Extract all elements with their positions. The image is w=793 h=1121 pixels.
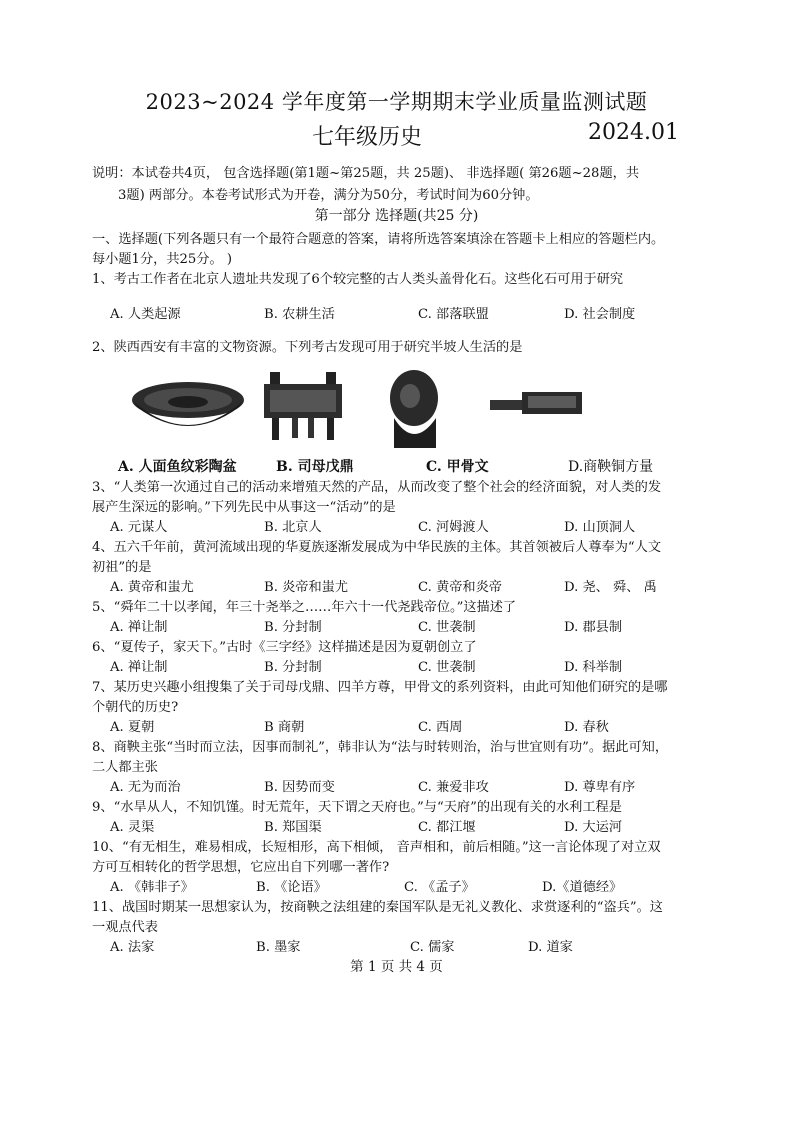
q2-caption-c: C. 甲骨文: [426, 459, 489, 475]
q4-option-b: B. 炎帝和蚩尤: [264, 580, 349, 595]
q1-option-c: C. 部落联盟: [418, 307, 489, 322]
q6-option-a: A. 禅让制: [110, 660, 168, 675]
q4-stem-1: 4、五六千年前，黄河流域出现的华夏族逐渐发展成为中华民族的主体。其首领被后人尊奉为“人文: [92, 540, 662, 555]
q9-option-c: C. 都江堰: [418, 820, 476, 835]
q4-stem-2: 初祖”的是: [92, 560, 152, 575]
q5-option-d: D. 郡县制: [564, 620, 623, 635]
q3-stem-1: 3、“人类第一次通过自己的活动来增殖天然的产品，从而改变了整个社会的经济面貌，对人类的发: [92, 480, 662, 495]
painted-pottery-basin-image: [128, 378, 248, 440]
simuwu-ding-image: [262, 370, 344, 442]
q3-option-d: D. 山顶洞人: [564, 520, 636, 535]
part1-instruction-2: 每小题1分，共25分。 ): [92, 252, 233, 267]
intro-line-1: 说明：本试卷共4页， 包含选择题(第1题~第25题，共 25题)、 非选择题( 第26题~28题，共: [92, 166, 640, 181]
q8-option-b: B. 因势而变: [264, 780, 335, 795]
q2-caption-d: D.商鞅铜方量: [568, 459, 654, 475]
q11-option-b: B. 墨家: [256, 940, 301, 955]
q8-option-c: C. 兼爱非攻: [418, 780, 489, 795]
q11-stem-1: 11、战国时期某一思想家认为，按商鞅之法组建的秦国军队是无礼义教化、求赏逐利的“盗兵”。这: [92, 900, 663, 915]
exam-date: 2024.01: [588, 120, 679, 145]
q9-option-b: B. 郑国渠: [264, 820, 322, 835]
q6-option-c: C. 世袭制: [418, 660, 476, 675]
q9-option-a: A. 灵渠: [110, 820, 155, 835]
q6-stem: 6、“夏传子，家天下。”古时《三字经》这样描述是因为夏朝创立了: [92, 640, 477, 655]
q11-option-d: D. 道家: [528, 940, 573, 955]
q11-stem-2: 一观点代表: [92, 920, 158, 935]
q7-option-a: A. 夏朝: [110, 720, 155, 735]
q1-stem: 1、考古工作者在北京人遗址共发现了6个较完整的古人类头盖骨化石。这些化石可用于研究: [92, 272, 624, 287]
q10-stem-2: 方可互相转化的哲学思想，它应出自下列哪一著作?: [92, 860, 390, 875]
q8-stem-1: 8、商鞅主张“当时而立法，因事而制礼”，韩非认为“法与时转则治，治与世宜则有功”。据此可知，: [92, 740, 669, 755]
q10-option-b: B. 《论语》: [256, 880, 327, 895]
q7-stem-1: 7、某历史兴趣小组搜集了关于司母戊鼎、四羊方尊，甲骨文的系列资料，由此可知他们研究的是哪: [92, 680, 668, 695]
q4-option-c: C. 黄帝和炎帝: [418, 580, 502, 595]
exam-title: 2023~2024 学年度第一学期期末学业质量监测试题: [145, 90, 648, 114]
intro-line-2: 3题) 两部分。本卷考试形式为开卷，满分为50分，考试时间为60分钟。: [118, 188, 539, 203]
q8-option-d: D. 尊卑有序: [564, 780, 636, 795]
q10-stem-1: 10、“有无相生，难易相成，长短相形，高下相倾， 音声相和，前后相随。”这一言论体现了对立双: [92, 840, 661, 855]
q9-option-d: D. 大运河: [564, 820, 623, 835]
bronze-head-image: [386, 368, 442, 450]
q9-stem: 9、“水旱从人，不知饥馑。时无荒年，天下谓之天府也。”与“天府”的出现有关的水利工程是: [92, 800, 622, 815]
q5-option-b: B. 分封制: [264, 620, 322, 635]
q6-option-b: B. 分封制: [264, 660, 322, 675]
part1-title: 第一部分 选择题(共25 分): [314, 208, 479, 224]
q2-stem: 2、陕西西安有丰富的文物资源。下列考古发现可用于研究半坡人生活的是: [92, 340, 523, 355]
q8-stem-2: 二人都主张: [92, 760, 158, 775]
q4-option-d: D. 尧、 舜、 禹: [564, 580, 657, 595]
q10-option-a: A. 《韩非子》: [110, 880, 194, 895]
q5-option-a: A. 禅让制: [110, 620, 168, 635]
q3-option-c: C. 河姆渡人: [418, 520, 489, 535]
shang-yang-bronze-measure-image: [488, 388, 586, 420]
page-footer: 第 1 页 共 4 页: [350, 959, 443, 975]
q2-caption-a: A. 人面鱼纹彩陶盆: [118, 459, 237, 475]
q1-option-b: B. 农耕生活: [264, 307, 335, 322]
q11-option-a: A. 法家: [110, 940, 155, 955]
q7-stem-2: 个朝代的历史?: [92, 700, 179, 715]
q8-option-a: A. 无为而治: [110, 780, 181, 795]
q7-option-b: B 商朝: [264, 720, 305, 735]
q3-option-a: A. 元谋人: [110, 520, 168, 535]
q3-option-b: B. 北京人: [264, 520, 322, 535]
q4-option-a: A. 黄帝和蚩尤: [110, 580, 194, 595]
q7-option-c: C. 西周: [418, 720, 463, 735]
q10-option-c: C. 《孟子》: [404, 880, 475, 895]
q6-option-d: D. 科举制: [564, 660, 623, 675]
part1-instruction-1: 一、选择题(下列各题只有一个最符合题意的答案，请将所选答案填涂在答题卡上相应的答题栏内。: [92, 232, 665, 247]
q10-option-d: D.《道德经》: [542, 880, 623, 895]
q1-option-a: A. 人类起源: [110, 307, 181, 322]
exam-subtitle: 七年级历史: [312, 125, 423, 150]
q11-option-c: C. 儒家: [410, 940, 455, 955]
q5-option-c: C. 世袭制: [418, 620, 476, 635]
q3-stem-2: 展产生深远的影响。”下列先民中从事这一“活动”的是: [92, 500, 396, 515]
q1-option-d: D. 社会制度: [564, 307, 636, 322]
q2-caption-b: B. 司母戊鼎: [276, 459, 354, 475]
q7-option-d: D. 春秋: [564, 720, 609, 735]
q5-stem: 5、“舜年二十以孝闻，年三十尧举之……年六十一代尧践帝位。”这描述了: [92, 600, 517, 615]
